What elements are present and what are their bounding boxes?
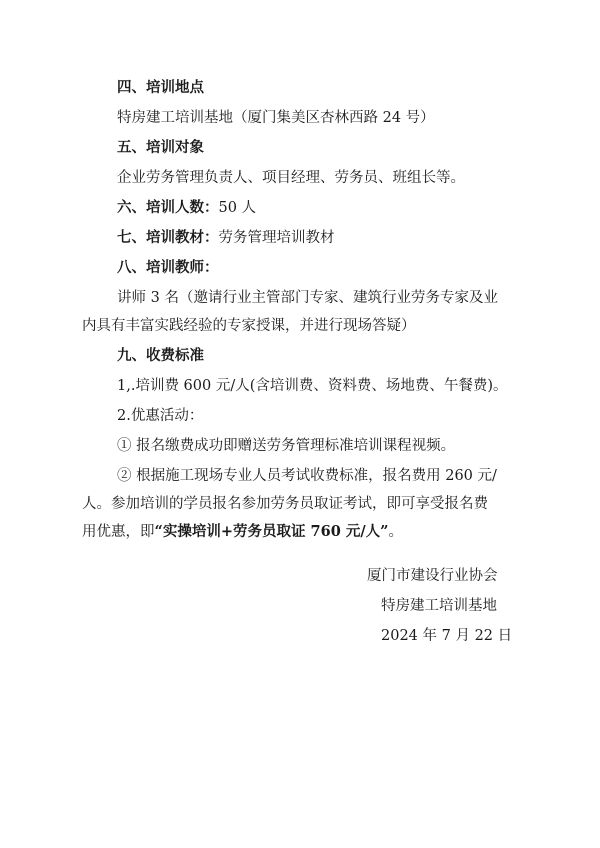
section-7-heading: 七、培训教材：	[117, 229, 219, 246]
offer-2-highlight: “实操培训+劳务员取证 760 元/人”	[154, 523, 389, 540]
offer-2-line1: ② 根据施工现场专业人员考试收费标准，报名费用 260 元/	[117, 468, 497, 484]
signature-date: 2024 年 7 月 22 日	[381, 628, 513, 644]
section-5-heading: 五、培训对象	[117, 139, 204, 156]
offer-2-line3-prefix: 用优惠，即	[82, 524, 155, 540]
section-6-heading: 六、培训人数：	[117, 199, 219, 216]
offer-2-line2: 人。参加培训的学员报名参加劳务员取证考试，即可享受报名费	[82, 496, 488, 512]
fee-item-1: 1,.培训费 600 元/人(含培训费、资料费、场地费、午餐费)。	[117, 378, 508, 394]
section-6-row	[117, 198, 518, 218]
section-9-heading: 九、收费标准	[117, 347, 204, 364]
signature-base: 特房建工培训基地	[381, 598, 497, 614]
section-6-value: 50 人	[218, 200, 257, 216]
section-8-body-line1: 讲师 3 名（邀请行业主管部门专家、建筑行业劳务专家及业	[117, 290, 498, 306]
fee-item-2: 2.优惠活动：	[117, 408, 204, 424]
offer-2-line3	[82, 522, 518, 542]
section-4-heading: 四、培训地点	[117, 79, 204, 96]
section-7-row	[117, 228, 518, 248]
signature-org: 厦门市建设行业协会	[367, 568, 498, 584]
section-7-value: 劳务管理培训教材	[218, 230, 335, 246]
section-8-heading: 八、培训教师：	[117, 259, 219, 276]
section-8-body-line2: 内具有丰富实践经验的专家授课，并进行现场答疑）	[82, 318, 416, 334]
offer-2-line3-suffix: 。	[388, 524, 403, 540]
section-5-body: 企业劳务管理负责人、项目经理、劳务员、班组长等。	[117, 170, 465, 186]
section-4-body: 特房建工培训基地（厦门集美区杏林西路 24 号）	[117, 110, 435, 126]
offer-1: ① 报名缴费成功即赠送劳务管理标准培训课程视频。	[117, 438, 456, 454]
